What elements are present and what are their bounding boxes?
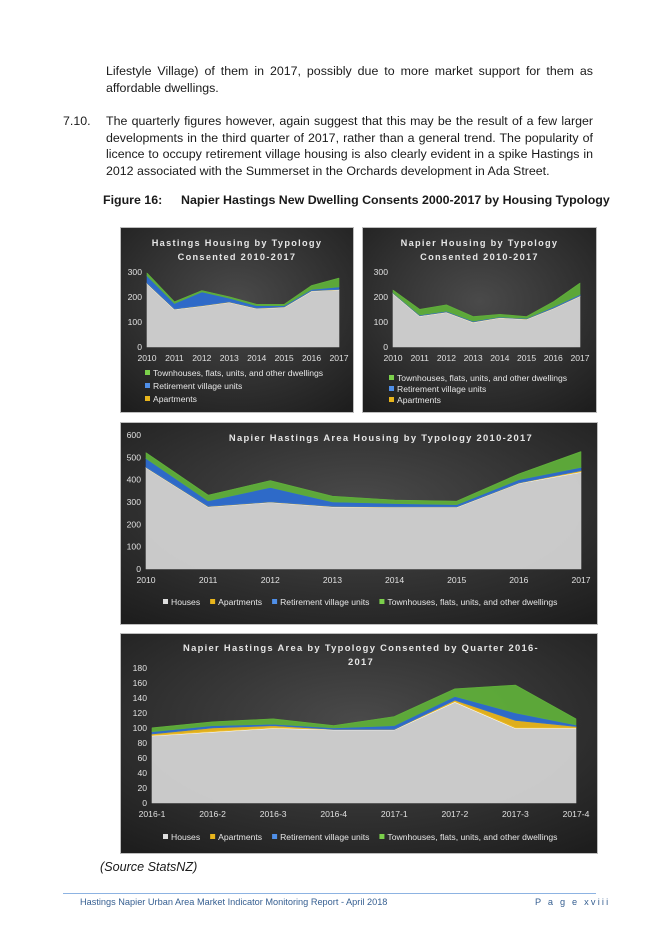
legend-label: Retirement village units [280,597,370,607]
x-tick-label: 2016 [509,575,529,585]
x-tick-label: 2012 [436,353,456,363]
y-tick-label: 300 [127,267,142,277]
y-tick-label: 100 [373,317,388,327]
x-tick-label: 2013 [322,575,342,585]
chart-svg-3 [121,634,597,853]
chart-svg-2 [121,423,597,624]
legend-label: Apartments [218,832,263,842]
chart-svg-0 [121,228,353,412]
x-tick-label: 2013 [463,353,483,363]
legend-item-apartments [210,597,262,607]
y-tick-label: 200 [373,292,388,302]
legend-item-townhouses-flats-units-and-other-dwellings [145,368,323,378]
legend-swatch [389,386,394,391]
legend-label: Houses [171,832,201,842]
x-tick-label: 2017-4 [562,809,590,819]
x-tick-label: 2016-2 [199,809,226,819]
y-tick-label: 180 [132,663,147,673]
legend-label: Apartments [397,395,441,405]
chart-title: 2017 [347,656,375,667]
x-tick-label: 2015 [274,353,294,363]
legend-label: Townhouses, flats, units, and other dwellings [153,368,324,378]
y-tick-label: 80 [137,738,147,748]
legend-swatch [145,370,150,375]
y-tick-label: 500 [126,452,141,463]
y-tick-label: 0 [142,798,147,808]
y-tick-label: 0 [383,342,388,352]
legend-label: Retirement village units [153,381,243,391]
paragraph-number: 7.10. [63,114,91,128]
legend-swatch [389,375,394,380]
figure-label: Figure 16: [103,193,163,207]
legend-swatch [272,834,277,839]
chart-title: Napier Housing by Typology [400,238,559,248]
y-tick-label: 400 [126,474,141,485]
x-tick-label: 2017-3 [502,809,529,819]
legend-swatch [163,599,168,604]
y-tick-label: 140 [132,693,147,703]
x-tick-label: 2016 [543,353,563,363]
x-tick-label: 2017 [329,353,349,363]
x-tick-label: 2014 [490,353,510,363]
x-tick-label: 2012 [192,353,212,363]
x-tick-label: 2016-3 [259,809,287,819]
chart-hastings-typology [121,228,353,412]
legend-item-retirement-village-units [272,597,369,607]
y-tick-label: 200 [126,519,141,530]
y-tick-label: 600 [126,430,141,440]
legend-label: Townhouses, flats, units, and other dwellings [397,373,568,383]
y-tick-label: 200 [127,292,142,302]
y-tick-label: 60 [137,753,147,763]
legend-item-retirement-village-units [145,381,242,391]
y-tick-label: 0 [136,564,141,574]
legend-swatch [389,397,394,402]
y-tick-label: 0 [137,342,142,352]
x-tick-label: 2016-1 [138,809,166,819]
legend-item-apartments [210,832,262,842]
chart-area-typology-quarterly [121,634,597,853]
legend-label: Retirement village units [397,384,487,394]
chart-area-typology-annual [121,423,597,624]
x-tick-label: 2014 [247,353,267,363]
legend-item-townhouses-flats-units-and-other-dwellings [379,832,557,842]
legend-swatch [163,834,168,839]
x-tick-label: 2010 [383,353,403,363]
x-tick-label: 2017-1 [380,809,408,819]
y-tick-label: 120 [132,708,147,718]
legend-label: Houses [171,597,201,607]
figure-caption [103,193,610,207]
chart-title: Consented 2010-2017 [420,252,539,262]
footer-report-title: Hastings Napier Urban Area Market Indicator Monitoring Report - April 2018 [80,897,388,907]
chart-svg-1 [363,228,596,412]
legend-label: Retirement village units [280,832,370,842]
y-tick-label: 300 [126,497,141,507]
x-tick-label: 2010 [136,575,156,585]
y-tick-label: 20 [137,783,147,793]
legend-label: Apartments [153,394,197,404]
x-tick-label: 2013 [219,353,239,363]
x-tick-label: 2012 [260,575,280,585]
legend-item-retirement-village-units [389,384,486,394]
paragraph-7-10: The quarterly figures however, again suggest that this may be the result of a few larger developments in the third quarter of 2017, rather than a general trend. The popularity of licence to occupy retirement village housing is also clearly evident in a spike Hastings in 2012 associated with the Summerset in the Orchards development in Ada Street. [106,114,593,178]
figure-title: Napier Hastings New Dwelling Consents 2000-2017 by Housing Typology [181,193,610,207]
x-tick-label: 2014 [385,575,405,585]
y-tick-label: 40 [137,768,147,778]
legend-swatch [145,383,150,388]
legend-swatch [210,599,215,604]
x-tick-label: 2011 [410,353,429,363]
legend-item-apartments [145,394,197,404]
y-tick-label: 160 [132,678,147,688]
legend-swatch [272,599,277,604]
y-tick-label: 100 [127,317,142,327]
x-tick-label: 2010 [137,353,157,363]
legend-label: Apartments [218,597,263,607]
chart-title: Hastings Housing by Typology [151,238,323,248]
legend-label: Townhouses, flats, units, and other dwellings [387,597,558,607]
x-tick-label: 2017 [571,575,591,585]
chart-title: Consented 2010-2017 [177,252,297,262]
legend-item-townhouses-flats-units-and-other-dwellings [389,373,567,383]
x-tick-label: 2015 [517,353,537,363]
y-tick-label: 100 [132,723,147,733]
legend-swatch [379,599,384,604]
legend-swatch [210,834,215,839]
chart-title: Napier Hastings Area by Typology Consented by Quarter 2016- [183,642,539,653]
x-tick-label: 2011 [198,575,218,585]
x-tick-label: 2016-4 [320,809,348,819]
y-tick-label: 100 [126,541,141,552]
paragraph-continued: Lifestyle Village) of them in 2017, possibly due to more market support for them as affordable dwellings. [106,64,593,95]
chart-title: Napier Hastings Area Housing by Typology 2010-2017 [228,432,534,443]
figure-source: (Source StatsNZ) [100,860,198,874]
legend-swatch [145,396,150,401]
legend-swatch [379,834,384,839]
x-tick-label: 2017-2 [441,809,469,819]
x-tick-label: 2017 [570,353,590,363]
footer-page-number: P a g e xviii [535,897,611,907]
legend-item-retirement-village-units [272,832,369,842]
y-tick-label: 300 [373,267,388,277]
legend-item-townhouses-flats-units-and-other-dwellings [379,597,557,607]
x-tick-label: 2015 [447,575,467,585]
legend-item-apartments [389,395,441,405]
x-tick-label: 2011 [165,353,184,363]
chart-napier-typology [363,228,596,412]
footer-divider [63,893,596,894]
legend-label: Townhouses, flats, units, and other dwellings [387,832,558,842]
x-tick-label: 2016 [302,353,322,363]
